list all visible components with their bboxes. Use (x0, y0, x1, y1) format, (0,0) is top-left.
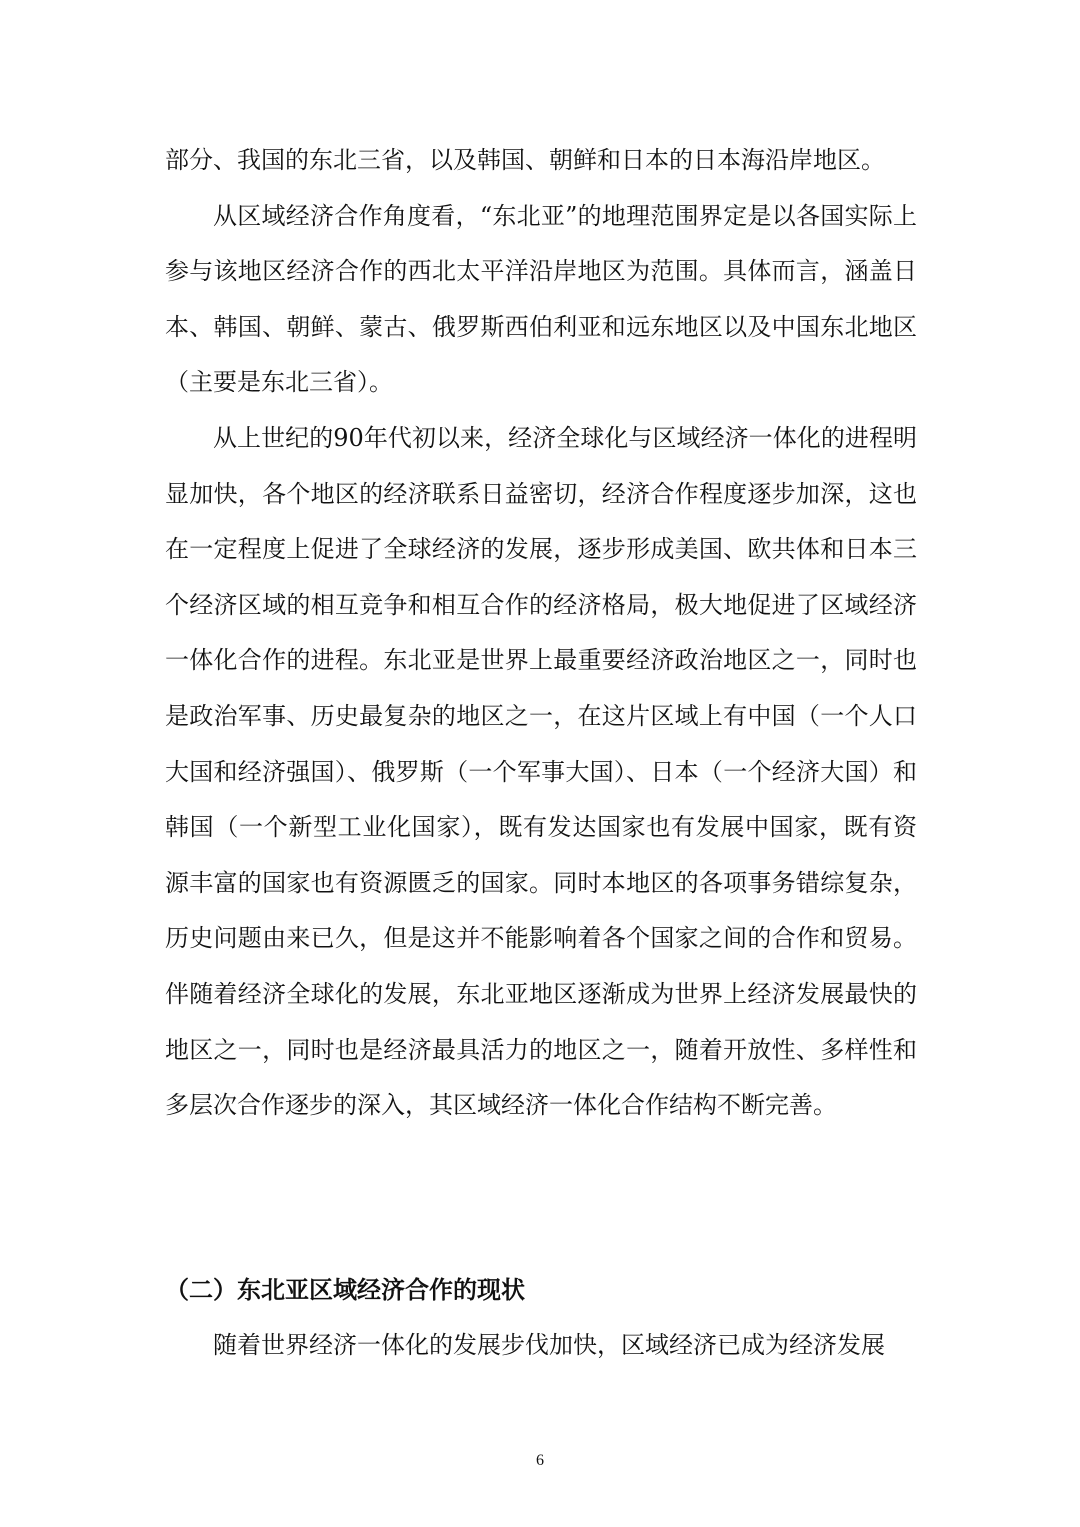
page-body (165, 133, 917, 1134)
section-heading: （二）东北亚区域经济合作的现状 (165, 1276, 525, 1304)
section-heading-wrap (165, 1263, 917, 1319)
paragraph-regional-integration: 从上世纪的90年代初以来，经济全球化与区域经济一体化的进程明显加快，各个地区的经济联系日益密切，经济合作程度逐步加深，这也在一定程度上促进了全球经济的发展，逐步形成美国、欧共体和日本三个经济区域的相互竞争和相互合作的经济格局，极大地促进了区域经济一体化合作的进程。东北亚是世界上最重要经济政治地区之一，同时也是政治军事、历史最复杂的地区之一，在这片区域上有中国（一个人口大国和经济强国）、俄罗斯（一个军事大国）、日本（一个经济大国）和韩国（一个新型工业化国家），既有发达国家也有发展中国家，既有资源丰富的国家也有资源匮乏的国家。同时本地区的各项事务错综复杂，历史问题由来已久，但是这并不能影响着各个国家之间的合作和贸易。伴随着经济全球化的发展，东北亚地区逐渐成为世界上经济发展最快的地区之一，同时也是经济最具活力的地区之一，随着开放性、多样性和多层次合作逐步的深入，其区域经济一体化合作结构不断完善。 (165, 423, 917, 1120)
paragraph-continuation: 部分、我国的东北三省，以及韩国、朝鲜和日本的日本海沿岸地区。 (165, 146, 885, 174)
paragraph-section-start: 随着世界经济一体化的发展步伐加快，区域经济已成为经济发展 (213, 1331, 885, 1359)
page-number: 6 (536, 1452, 544, 1469)
paragraph-geographic-scope: 从区域经济合作角度看，“东北亚”的地理范围界定是以各国实际上参与该地区经济合作的西北太平洋沿岸地区为范围。具体而言，涵盖日本、韩国、朝鲜、蒙古、俄罗斯西伯利亚和远东地区以及中国东北地区（主要是东北三省）。 (165, 201, 917, 397)
section-body (165, 1318, 917, 1374)
